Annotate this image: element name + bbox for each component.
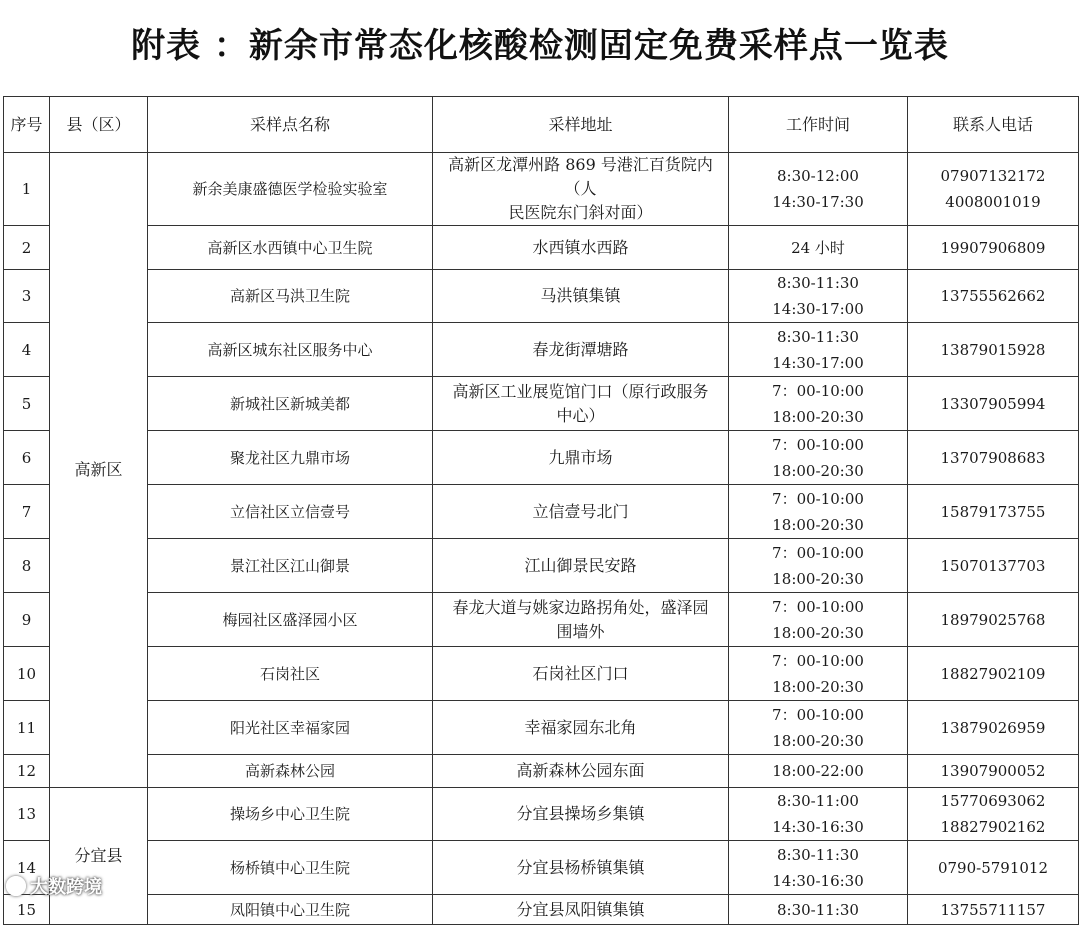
- cell-phone: [908, 485, 1079, 539]
- table-row: [4, 323, 1079, 377]
- cell-line: 14:30-17:00: [772, 300, 864, 318]
- header-county: 县（区）: [50, 97, 148, 153]
- cell-line: 15770693062: [940, 792, 1046, 810]
- cell-line: 15070137703: [940, 556, 1046, 575]
- cell-line: 高新区工业展览馆门口（原行政服务: [452, 381, 709, 401]
- cell-line: 江山御景民安路: [524, 555, 637, 575]
- cell-line: 18827902162: [940, 818, 1046, 836]
- table-row: [4, 539, 1079, 593]
- cell-index: 3: [4, 270, 50, 323]
- cell-address: [433, 895, 729, 925]
- cell-line: 4008001019: [945, 193, 1041, 211]
- cell-line: 民医院东门斜对面）: [508, 203, 653, 222]
- cell-index: 4: [4, 323, 50, 377]
- cell-hours: [729, 431, 908, 485]
- cell-line: 13307905994: [940, 394, 1046, 413]
- cell-line: 14:30-16:30: [772, 818, 864, 836]
- cell-phone: [908, 647, 1079, 701]
- cell-site: 景江社区江山御景: [148, 539, 433, 593]
- cell-site: 阳光社区幸福家园: [148, 701, 433, 755]
- cell-site: 高新区水西镇中心卫生院: [148, 226, 433, 270]
- cell-site: 高新区马洪卫生院: [148, 270, 433, 323]
- table-row: [4, 226, 1079, 270]
- cell-line: 围墙外: [556, 621, 605, 641]
- cell-address: [433, 485, 729, 539]
- cell-line: 18979025768: [940, 610, 1046, 629]
- table-row: [4, 895, 1079, 925]
- cell-address: [433, 788, 729, 841]
- cell-phone: [908, 788, 1079, 841]
- cell-address: [433, 593, 729, 647]
- cell-line: 14:30-16:30: [772, 871, 864, 890]
- header-row: [4, 97, 1079, 153]
- cell-line: 7：00-10:00: [772, 489, 864, 508]
- cell-line: 高新森林公园东面: [516, 761, 645, 780]
- cell-line: 8:30-11:00: [777, 792, 859, 810]
- table-row: [4, 153, 1079, 226]
- cell-site: 梅园社区盛泽园小区: [148, 593, 433, 647]
- cell-line: 7：00-10:00: [772, 651, 864, 670]
- cell-line: 13707908683: [940, 448, 1046, 467]
- cell-hours: [729, 701, 908, 755]
- header-address: 采样地址: [433, 97, 729, 153]
- cell-index: 15: [4, 895, 50, 925]
- cell-site: 新城社区新城美都: [148, 377, 433, 431]
- cell-hours: [729, 270, 908, 323]
- cell-line: 8:30-11:30: [777, 845, 859, 864]
- cell-address: [433, 226, 729, 270]
- cell-county: 高新区: [50, 153, 148, 788]
- table-row: [4, 647, 1079, 701]
- cell-phone: [908, 755, 1079, 788]
- cell-line: 8:30-11:30: [777, 327, 859, 346]
- cell-line: 07907132172: [940, 167, 1046, 185]
- cell-phone: [908, 226, 1079, 270]
- watermark: [6, 872, 102, 900]
- cell-line: 18:00-22:00: [772, 762, 864, 780]
- table-row: [4, 377, 1079, 431]
- cell-address: [433, 323, 729, 377]
- watermark-text: 大数跨境: [30, 877, 102, 898]
- cell-line: 分宜县操场乡集镇: [516, 804, 645, 823]
- cell-line: 0790-5791012: [937, 858, 1049, 877]
- cell-address: [433, 841, 729, 895]
- cell-line: 18:00-20:30: [772, 569, 864, 588]
- cell-index: 13: [4, 788, 50, 841]
- cell-address: [433, 539, 729, 593]
- page-title: 附表 ：新余市常态化核酸检测固定免费采样点一览表: [131, 26, 949, 66]
- header-phone: 联系人电话: [908, 97, 1079, 153]
- cell-line: 18:00-20:30: [772, 623, 864, 642]
- table-row: [4, 270, 1079, 323]
- cell-line: 分宜县杨桥镇集镇: [516, 857, 645, 877]
- cell-hours: [729, 539, 908, 593]
- cell-county: 分宜县: [50, 788, 148, 925]
- cell-line: 8:30-11:30: [777, 274, 859, 292]
- cell-index: 6: [4, 431, 50, 485]
- cell-line: 7：00-10:00: [772, 381, 864, 400]
- cell-hours: [729, 788, 908, 841]
- table-row: [4, 485, 1079, 539]
- header-site: 采样点名称: [148, 97, 433, 153]
- cell-index: 2: [4, 226, 50, 270]
- cell-hours: [729, 153, 908, 226]
- cell-site: 石岗社区: [148, 647, 433, 701]
- cell-hours: [729, 593, 908, 647]
- table-row: [4, 701, 1079, 755]
- cell-site: 聚龙社区九鼎市场: [148, 431, 433, 485]
- cell-index: 12: [4, 755, 50, 788]
- cell-address: [433, 701, 729, 755]
- cell-phone: [908, 323, 1079, 377]
- cell-address: [433, 153, 729, 226]
- cell-site: 新余美康盛德医学检验实验室: [148, 153, 433, 226]
- cell-line: 13755711157: [940, 900, 1046, 919]
- cell-address: [433, 270, 729, 323]
- table-row: [4, 431, 1079, 485]
- cell-line: 13755562662: [940, 287, 1046, 305]
- cell-line: 7：00-10:00: [772, 597, 864, 616]
- cell-line: 13879015928: [940, 340, 1046, 359]
- header-hours: 工作时间: [729, 97, 908, 153]
- cell-site: 高新森林公园: [148, 755, 433, 788]
- cell-phone: [908, 593, 1079, 647]
- cell-index: 11: [4, 701, 50, 755]
- cell-line: 春龙街潭塘路: [532, 339, 629, 359]
- cell-line: 7：00-10:00: [772, 543, 864, 562]
- cell-line: 15879173755: [940, 502, 1046, 521]
- cell-index: 14: [4, 841, 50, 895]
- cell-line: 24 小时: [791, 238, 845, 257]
- cell-site: 操场乡中心卫生院: [148, 788, 433, 841]
- cell-line: 石岗社区门口: [532, 663, 629, 683]
- cell-phone: [908, 539, 1079, 593]
- cell-phone: [908, 270, 1079, 323]
- cell-index: 5: [4, 377, 50, 431]
- cell-phone: [908, 895, 1079, 925]
- cell-line: 7：00-10:00: [772, 705, 864, 724]
- cell-phone: [908, 841, 1079, 895]
- cell-line: 18:00-20:30: [772, 461, 864, 480]
- cell-site: 立信社区立信壹号: [148, 485, 433, 539]
- cell-index: 8: [4, 539, 50, 593]
- table-row: [4, 755, 1079, 788]
- cell-line: 高新区龙潭州路 869 号港汇百货院内（人: [448, 155, 713, 198]
- cell-index: 7: [4, 485, 50, 539]
- cell-phone: [908, 377, 1079, 431]
- cell-index: 1: [4, 153, 50, 226]
- cell-index: 9: [4, 593, 50, 647]
- cell-index: 10: [4, 647, 50, 701]
- cell-line: 19907906809: [940, 238, 1046, 257]
- cell-hours: [729, 377, 908, 431]
- cell-line: 14:30-17:30: [772, 193, 864, 211]
- cell-hours: [729, 226, 908, 270]
- cell-line: 幸福家园东北角: [524, 717, 637, 737]
- cell-line: 水西镇水西路: [532, 237, 629, 257]
- cell-line: 18:00-20:30: [772, 515, 864, 534]
- cell-line: 7：00-10:00: [772, 435, 864, 454]
- cell-phone: [908, 431, 1079, 485]
- cell-site: 高新区城东社区服务中心: [148, 323, 433, 377]
- cell-line: 九鼎市场: [548, 447, 613, 467]
- cell-hours: [729, 841, 908, 895]
- cell-line: 马洪镇集镇: [540, 286, 621, 305]
- cell-line: 春龙大道与姚家边路拐角处，盛泽园: [452, 597, 709, 617]
- cell-hours: [729, 485, 908, 539]
- table-row: [4, 593, 1079, 647]
- cell-line: 14:30-17:00: [772, 353, 864, 372]
- cell-line: 分宜县凤阳镇集镇: [516, 899, 645, 919]
- cell-site: 凤阳镇中心卫生院: [148, 895, 433, 925]
- cell-site: 杨桥镇中心卫生院: [148, 841, 433, 895]
- cell-address: [433, 755, 729, 788]
- watermark-logo-icon: [6, 876, 26, 896]
- cell-line: 18:00-20:30: [772, 731, 864, 750]
- cell-address: [433, 431, 729, 485]
- cell-phone: [908, 153, 1079, 226]
- cell-line: 立信壹号北门: [532, 501, 629, 521]
- cell-line: 8:30-12:00: [777, 167, 859, 185]
- header-index: 序号: [4, 97, 50, 153]
- cell-address: [433, 377, 729, 431]
- cell-hours: [729, 895, 908, 925]
- cell-line: 18:00-20:30: [772, 677, 864, 696]
- cell-hours: [729, 755, 908, 788]
- cell-address: [433, 647, 729, 701]
- cell-line: 8:30-11:30: [777, 900, 859, 919]
- cell-phone: [908, 701, 1079, 755]
- table-row: [4, 788, 1079, 841]
- cell-hours: [729, 647, 908, 701]
- cell-line: 中心）: [556, 405, 605, 425]
- cell-line: 13907900052: [940, 762, 1046, 780]
- cell-line: 13879026959: [940, 718, 1046, 737]
- cell-line: 18827902109: [940, 664, 1046, 683]
- table-row: [4, 841, 1079, 895]
- sampling-sites-table: [3, 96, 1079, 925]
- cell-hours: [729, 323, 908, 377]
- cell-line: 18:00-20:30: [772, 407, 864, 426]
